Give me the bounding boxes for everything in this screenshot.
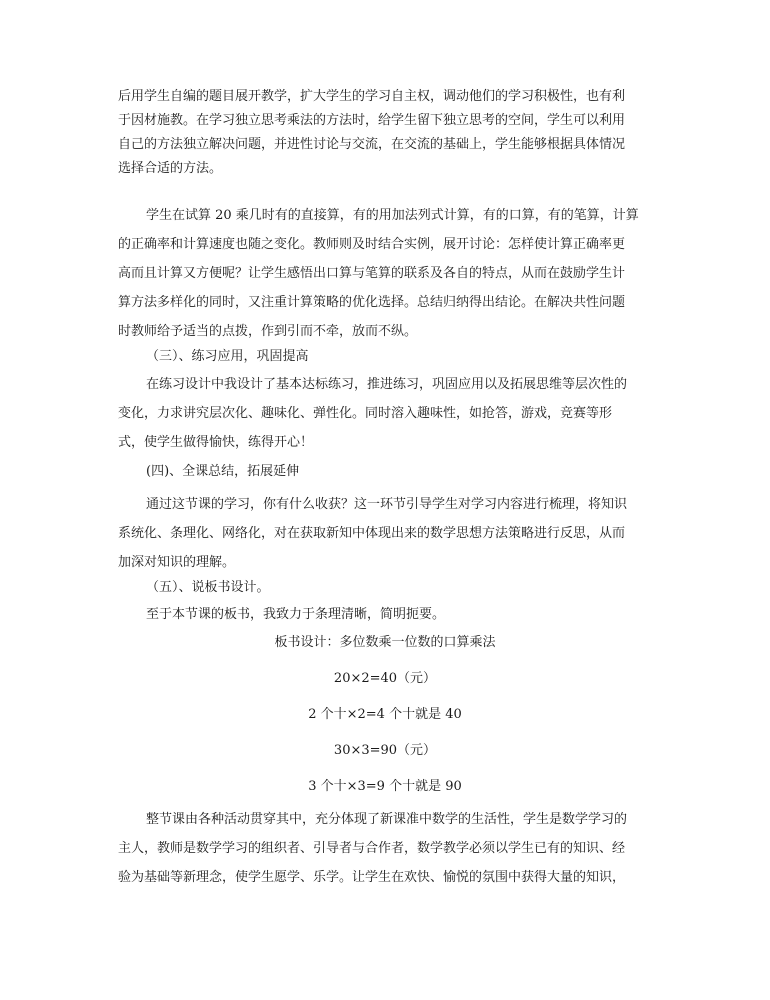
- text-line: 时教师给予适当的点拨，作到引而不牵，放而不纵。: [118, 324, 418, 339]
- board-title: 板书设计：多位数乘一位数的口算乘法: [274, 635, 496, 650]
- text-line: 在练习设计中我设计了基本达标练习，推进练习，巩固应用以及拓展思维等层次性的: [146, 377, 628, 392]
- board-line: 30×3=90（元）: [333, 743, 437, 758]
- section-heading-5: （五）、说板书设计。: [146, 580, 270, 595]
- text-line: 式，使学生做得愉快，练得开心！: [118, 435, 314, 450]
- paragraph-3: [118, 370, 656, 457]
- text-line: 后用学生自编的题目展开教学，扩大学生的学习自主权，调动他们的学习积极性，也有利: [118, 89, 626, 104]
- text-line: 学生在试算 20 乘几时有的直接算，有的用加法列式计算，有的口算，有的笔算，计算: [146, 208, 639, 223]
- text-line: 的正确率和计算速度也随之变化。教师则及时结合实例，展开讨论：怎样使计算正确率更: [118, 237, 626, 252]
- text-line: 系统化、条理化、网络化，对在获取新知中体现出来的数学思想方法策略进行反思，从而: [118, 526, 626, 541]
- section-heading-4: (四)、全课总结，拓展延伸: [146, 464, 300, 479]
- text-line: 于因材施教。在学习独立思考乘法的方法时，给学生留下独立思考的空间，学生可以利用: [118, 113, 626, 128]
- text-line: 算方法多样化的同时，又注重计算策略的优化选择。总结归纳得出结论。在解决共性问题: [118, 295, 626, 310]
- board-line: 2 个十×2=4 个十就是 40: [308, 707, 462, 722]
- paragraph-1: [118, 85, 656, 181]
- text-line: 自己的方法独立解决问题，并进性讨论与交流，在交流的基础上，学生能够根据具体情况: [118, 137, 626, 152]
- board-line: 3 个十×3=9 个十就是 90: [308, 779, 462, 794]
- paragraph-4: [118, 490, 656, 577]
- text-line: 高而且计算又方便呢？让学生感悟出口算与笔算的联系及各自的特点，从而在鼓励学生计: [118, 266, 626, 281]
- text-line: 变化，力求讲究层次化、趣味化、弹性化。同时溶入趣味性，如抢答，游戏，竞赛等形: [118, 406, 613, 421]
- text-line: 验为基础等新理念，使学生愿学、乐学。让学生在欢快、愉悦的氛围中获得大量的知识，: [118, 870, 626, 885]
- paragraph-6: [118, 805, 656, 892]
- text-line: 加深对知识的理解。: [118, 555, 236, 570]
- board-intro: 至于本节课的板书，我致力于条理清晰，简明扼要。: [146, 607, 446, 622]
- section-heading-3: （三）、练习应用，巩固提高: [146, 349, 309, 364]
- text-line: 通过这节课的学习，你有什么收获？这一环节引导学生对学习内容进行梳理，将知识: [146, 497, 628, 512]
- text-line: 主人，教师是数学学习的组织者、引导者与合作者，数学教学必须以学生已有的知识、经: [118, 841, 626, 856]
- paragraph-2: [118, 201, 656, 346]
- text-line: 选择合适的方法。: [118, 161, 223, 176]
- text-line: 整节课由各种活动贯穿其中，充分体现了新课准中数学的生活性，学生是数学学习的: [146, 812, 628, 827]
- board-line: 20×2=40（元）: [333, 671, 437, 686]
